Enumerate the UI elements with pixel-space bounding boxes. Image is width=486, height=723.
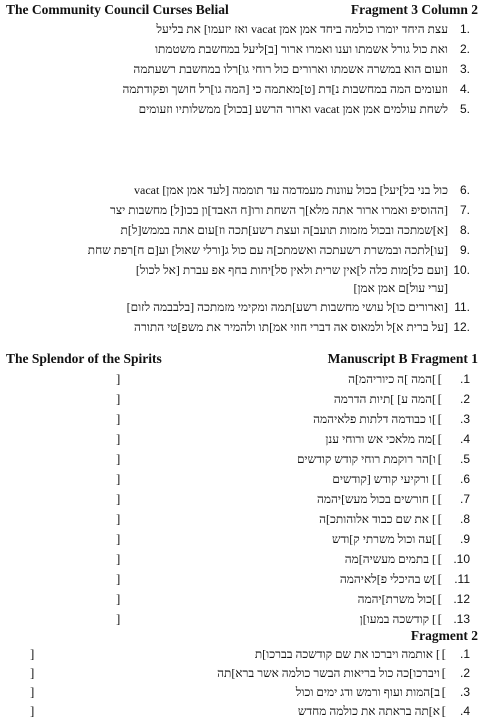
- line-number: 11.: [454, 300, 470, 314]
- left-bracket: ]: [30, 646, 35, 661]
- hebrew-text: לשחת עולמים אמן אמן vacat וארור הרשע [בכול] ממשלותיו וזעומים: [138, 102, 448, 116]
- left-bracket: ]: [30, 684, 35, 699]
- hebrew-text: ] קודשכה במעו]ן: [359, 612, 436, 626]
- left-bracket: ]: [116, 411, 121, 426]
- right-bracket: [: [437, 431, 442, 446]
- line-number: .13: [453, 612, 470, 626]
- section2-header: [6, 351, 478, 369]
- right-bracket: [: [437, 371, 442, 386]
- hebrew-text: ויברכו]כה כול בריאות הבשר כולמה אשר ברא]תה: [217, 666, 440, 680]
- right-bracket: [: [441, 703, 446, 718]
- section1-line: [0, 241, 478, 260]
- hebrew-text: עצת היחד יומרו כולמה ביחד אמן אמן vacat ואז יזעמו] את בליעל: [156, 22, 448, 36]
- line-number: .7: [459, 492, 470, 506]
- line-number: 4.: [459, 82, 470, 96]
- section3-line: [0, 664, 478, 683]
- hebrew-text: [עו]לתכה ובמשרת רשעתכה ואשמתכ]ה עם כול ג[ורלי שאול] וע[ם ח]רפת שחת: [87, 243, 448, 257]
- line-number: 2.: [459, 42, 470, 56]
- hebrew-text: ]המה ]ה כיוריהמ]ה: [348, 372, 436, 386]
- section3-line: [0, 702, 478, 721]
- line-number: .2: [459, 666, 470, 680]
- section2-line: [0, 490, 478, 509]
- right-bracket: [: [437, 511, 442, 526]
- section1-line: [0, 100, 478, 119]
- section3-header: [6, 628, 478, 646]
- hebrew-text: ]ו כבודמה דלתות פלאיהמה: [313, 412, 436, 426]
- section2-line: [0, 450, 478, 469]
- section1-line: [0, 40, 478, 59]
- hebrew-text: [ועם כל]מות כלה ל]אין שרית ולאין סל]יחות בחף אפ עברת [אל לכול]: [135, 263, 448, 277]
- line-number: 10.: [453, 263, 470, 277]
- right-bracket: [: [437, 491, 442, 506]
- line-number: 12.: [453, 320, 470, 334]
- line-number: .4: [459, 432, 470, 446]
- section2-line: [0, 410, 478, 429]
- section2-line: [0, 470, 478, 489]
- right-bracket: [: [441, 684, 446, 699]
- line-number: 1.: [459, 22, 470, 36]
- line-number: .3: [459, 412, 470, 426]
- hebrew-text: וזעום הוא במשרה אשמתו וארורים כול רוחי גו]רלו במחשבת רשעתמה: [133, 62, 448, 76]
- left-bracket: ]: [116, 491, 121, 506]
- left-bracket: ]: [116, 471, 121, 486]
- section1-reference: Fragment 3 Column 2: [350, 2, 478, 17]
- hebrew-text: [ההוסיפ ואמרו ארור אתה מלא]ך השחת ורו[ח האבד]ון בכו[ל] מחשבות יצר: [109, 203, 448, 217]
- hebrew-text: ב]המות ועוף ורמש ודג ימים וכול: [295, 685, 440, 699]
- line-number: .3: [459, 685, 470, 699]
- left-bracket: ]: [116, 611, 121, 626]
- hebrew-text: ] אותמה ויברכו את שם קודשכה בברכו]ת: [254, 647, 440, 661]
- hebrew-text: ]המה ע] ]תיות הדרמה: [333, 392, 436, 406]
- section2-title: The Splendor of the Spirits: [6, 351, 162, 366]
- hebrew-text: ] את שם כבוד אלוהותכ]ה: [319, 512, 436, 526]
- section1-line: [0, 20, 478, 39]
- hebrew-text: ואת כול גורל אשמתו וענו ואמרו ארור [ב]ליעל במחשבת משטמתו: [154, 42, 448, 56]
- section1-line: [0, 181, 478, 200]
- line-number: .4: [459, 704, 470, 718]
- section1-line: [0, 261, 478, 280]
- right-bracket: [: [437, 471, 442, 486]
- left-bracket: ]: [116, 591, 121, 606]
- line-number: 6.: [459, 183, 470, 197]
- left-bracket: ]: [116, 371, 121, 386]
- section1-line: [0, 80, 478, 99]
- section2-line: [0, 610, 478, 629]
- hebrew-text: א]תה בראתה את כולמה מחדש: [297, 704, 440, 718]
- line-number: 5.: [459, 102, 470, 116]
- right-bracket: [: [437, 451, 442, 466]
- section2-line: [0, 430, 478, 449]
- hebrew-text: וזעומים המה במחשבות נ]דת [ט]מאתמה כי [המה גו]רל חושך ופקודתמה: [122, 82, 448, 96]
- line-number: 7.: [459, 203, 470, 217]
- line-number: .2: [459, 392, 470, 406]
- right-bracket: [: [441, 665, 446, 680]
- hebrew-text: [וארורים כו]ל עושי מחשבות רשע]תמה ומקימי מזמתכה [בלבבמה לזום]: [126, 300, 448, 314]
- line-number: 9.: [459, 243, 470, 257]
- right-bracket: [: [437, 551, 442, 566]
- left-bracket: ]: [116, 451, 121, 466]
- section1-line-continuation: [0, 279, 478, 298]
- left-bracket: ]: [116, 431, 121, 446]
- section1-line: [0, 60, 478, 79]
- section1-header: [6, 2, 478, 20]
- right-bracket: [: [437, 571, 442, 586]
- left-bracket: ]: [116, 551, 121, 566]
- section1-line: [0, 221, 478, 240]
- left-bracket: ]: [116, 391, 121, 406]
- right-bracket: [: [437, 411, 442, 426]
- section1-line: [0, 298, 478, 317]
- left-bracket: ]: [116, 531, 121, 546]
- section1-title: The Community Council Curses Belial: [6, 2, 229, 17]
- section1-line: [0, 318, 478, 337]
- hebrew-text: ]ש בהיכלי פ]לאיהמה: [339, 572, 436, 586]
- line-number: .5: [459, 452, 470, 466]
- section2-line: [0, 370, 478, 389]
- line-number: .8: [459, 512, 470, 526]
- line-number: .9: [459, 532, 470, 546]
- line-number: 8.: [459, 223, 470, 237]
- hebrew-text: [על ברית א]ל ולמאוס אה דברי חוזי אמ]תו ולהמיר את משפ]טי התורה: [134, 320, 448, 334]
- line-number: .12: [453, 592, 470, 606]
- hebrew-text: ] ורקיעי קודש [קודשים: [332, 472, 436, 486]
- section2-line: [0, 590, 478, 609]
- left-bracket: ]: [116, 571, 121, 586]
- right-bracket: [: [437, 531, 442, 546]
- hebrew-text: [ערי עול]ם אמן אמן]: [353, 281, 448, 295]
- line-number: .6: [459, 472, 470, 486]
- left-bracket: ]: [116, 511, 121, 526]
- right-bracket: [: [437, 591, 442, 606]
- section2-line: [0, 530, 478, 549]
- line-number: .11: [454, 572, 470, 586]
- hebrew-text: ]מה מלאכי אש ורוחי ענן: [325, 432, 436, 446]
- hebrew-text: ] בתמים מעשיה]מה: [344, 552, 436, 566]
- section1-line: [0, 201, 478, 220]
- right-bracket: [: [437, 611, 442, 626]
- section2-line: [0, 390, 478, 409]
- section2-line: [0, 550, 478, 569]
- right-bracket: [: [441, 646, 446, 661]
- section3-reference: Fragment 2: [410, 628, 478, 643]
- right-bracket: [: [437, 391, 442, 406]
- line-number: 3.: [459, 62, 470, 76]
- section2-reference: Manuscript B Fragment 1: [327, 351, 478, 366]
- hebrew-text: ]כול משרת]יהמה: [357, 592, 436, 606]
- line-number: .1: [459, 372, 470, 386]
- hebrew-text: כול בני בל]יעל] בכול עוונות מעמדמה עד תוממה [לעד אמן אמן] vacat: [134, 183, 448, 197]
- hebrew-text: ]עה וכול משרתי ק]ודש: [331, 532, 436, 546]
- line-number: .10: [453, 552, 470, 566]
- line-number: .1: [459, 647, 470, 661]
- hebrew-text: ו]הר רוקמת רוחי קודש קודשים: [296, 452, 436, 466]
- hebrew-text: [א]שמתכה ובכול מזמות תועב]ה ועצת רשע]תכה וז]עום אתה בממש[ל]ת: [120, 223, 448, 237]
- section3-line: [0, 645, 478, 664]
- section2-line: [0, 570, 478, 589]
- left-bracket: ]: [30, 703, 35, 718]
- hebrew-text: ] חורשים בכול מעש]יהמה: [317, 492, 436, 506]
- section2-line: [0, 510, 478, 529]
- section3-line: [0, 683, 478, 702]
- left-bracket: ]: [30, 665, 35, 680]
